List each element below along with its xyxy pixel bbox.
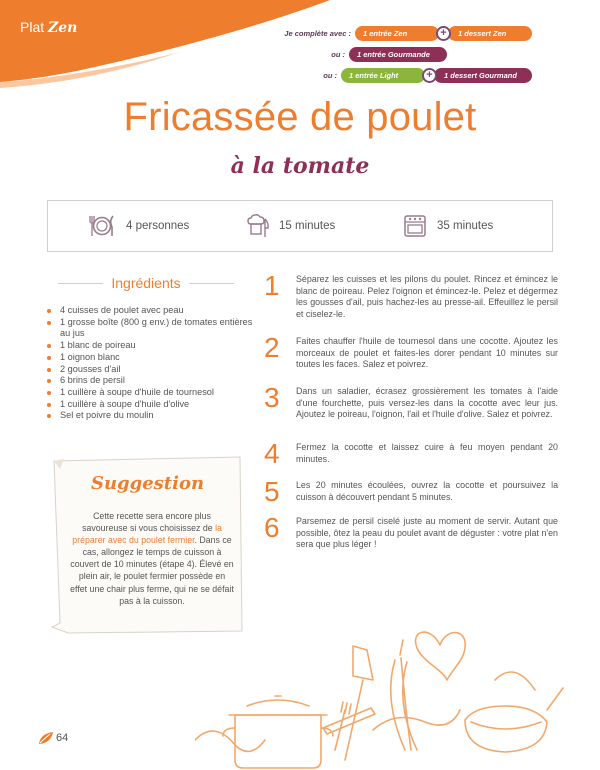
pairing-lead: ou : xyxy=(331,49,345,59)
recipe-subtitle: à la tomate xyxy=(230,153,370,179)
suggestion-highlight: la préparer avec du poulet fermier xyxy=(72,523,222,546)
ingredient-item: 1 blanc de poireau xyxy=(46,340,256,352)
ingredients-heading: Ingrédients xyxy=(111,275,181,291)
step-number: 6 xyxy=(264,512,280,543)
ingredients-list xyxy=(46,305,256,422)
pairing-row-2 xyxy=(202,45,532,63)
cook-time-text: 35 minutes xyxy=(437,220,494,232)
suggestion-box xyxy=(50,455,245,635)
servings-text: 4 personnes xyxy=(126,220,190,232)
ingredient-item: 1 grosse boîte (800 g env.) de tomates entières au jus xyxy=(46,317,256,340)
pairing-lead: Je complète avec : xyxy=(284,28,351,38)
suggestion-title: Suggestion xyxy=(90,473,205,494)
pairing-row-3 xyxy=(202,66,532,84)
leaf-icon xyxy=(38,731,54,745)
pairing-suggestions xyxy=(202,24,532,87)
recipe-info-bar xyxy=(47,200,553,252)
step-text: Les 20 minutes écoulées, ouvrez la cocotte et poursuivez la cuisson à découvert pendant 5 minutes. xyxy=(296,480,558,502)
pairing-pill-entree-gourmande: 1 entrée Gourmande xyxy=(349,47,447,62)
step-text: Faites chauffer l'huile de tournesol dans une cocotte. Ajoutez les morceaux de poulet et faites-les dorer pendant 10 minutes sur toutes les faces. Salez et poivrez. xyxy=(296,336,558,370)
prep-time-text: 15 minutes xyxy=(279,220,336,232)
pairing-pill-entree-zen: 1 entrée Zen xyxy=(355,26,439,41)
ingredient-item: 1 cuillère à soupe d'huile d'olive xyxy=(46,399,256,411)
oven-icon xyxy=(403,214,427,238)
step-number: 2 xyxy=(264,332,280,363)
info-prep-time xyxy=(245,213,335,239)
suggestion-text-before: Cette recette sera encore plus savoureuse si vous choisissez de xyxy=(82,511,216,534)
section-label xyxy=(20,19,77,36)
recipe-title: Fricassée de poulet xyxy=(123,95,477,139)
ingredient-item: 2 gousses d'ail xyxy=(46,364,256,376)
step-number: 3 xyxy=(264,382,280,413)
step-text: Fermez la cocotte et laissez cuire à feu moyen pendant 20 minutes. xyxy=(296,442,558,464)
plus-icon: + xyxy=(422,68,437,83)
pairing-row-1 xyxy=(202,24,532,42)
ingredient-item: 6 brins de persil xyxy=(46,375,256,387)
chef-knife-icon xyxy=(245,213,271,239)
divider xyxy=(189,283,234,284)
divider xyxy=(58,283,103,284)
ingredients-heading-row xyxy=(58,275,234,291)
pairing-lead: ou : xyxy=(323,70,337,80)
ingredient-item: Sel et poivre du moulin xyxy=(46,410,256,422)
plus-icon: + xyxy=(436,26,451,41)
info-cook-time xyxy=(403,214,493,238)
step-text: Séparez les cuisses et les pilons du poulet. Rincez et émincez le blanc de poireau. Pelez l'oignon et émincez-le. Pelez et dégermez les gousses d'ail, puis hachez-les au presse-ail. Effeuillez le persil et ciselez-le. xyxy=(296,274,558,319)
ingredient-item: 1 oignon blanc xyxy=(46,352,256,364)
step-text: Parsemez de persil ciselé juste au moment de servir. Autant que possible, ôtez la peau du poulet avant de déguster : votre plat n'en sera que plus léger ! xyxy=(296,516,558,550)
page-number: 64 xyxy=(56,732,69,744)
kitchen-utensils-illustration xyxy=(195,610,565,770)
ingredient-item: 1 cuillère à soupe d'huile de tournesol xyxy=(46,387,256,399)
step-number: 5 xyxy=(264,476,280,507)
suggestion-text-after: . Dans ce cas, allongez le temps de cuisson à couvert de 10 minutes (étape 4). Élevé en plein air, le poulet fermier possède en effet une chair plus ferme, qui ne se défait pas à la cuisson. xyxy=(70,535,234,606)
step-number: 1 xyxy=(264,270,280,301)
suggestion-text xyxy=(70,510,234,607)
section-label-accent: Zen xyxy=(48,20,78,36)
info-servings xyxy=(88,213,189,239)
pairing-pill-entree-light: 1 entrée Light xyxy=(341,68,425,83)
ingredient-item: 4 cuisses de poulet avec peau xyxy=(46,305,256,317)
pairing-pill-dessert-gourmand: 1 dessert Gourmand xyxy=(434,68,532,83)
plate-cutlery-icon xyxy=(88,213,116,239)
step-text: Dans un saladier, écrasez grossièrement les tomates à l'aide d'une fourchette, puis versez-les dans la cocotte avec leur jus. Ajoutez le poireau, l'oignon, l'ail et l'huile d'olive. Salez et poivrez. xyxy=(296,386,558,420)
pairing-pill-dessert-zen: 1 dessert Zen xyxy=(448,26,532,41)
section-label-main: Plat xyxy=(20,19,45,35)
step-number: 4 xyxy=(264,438,280,469)
